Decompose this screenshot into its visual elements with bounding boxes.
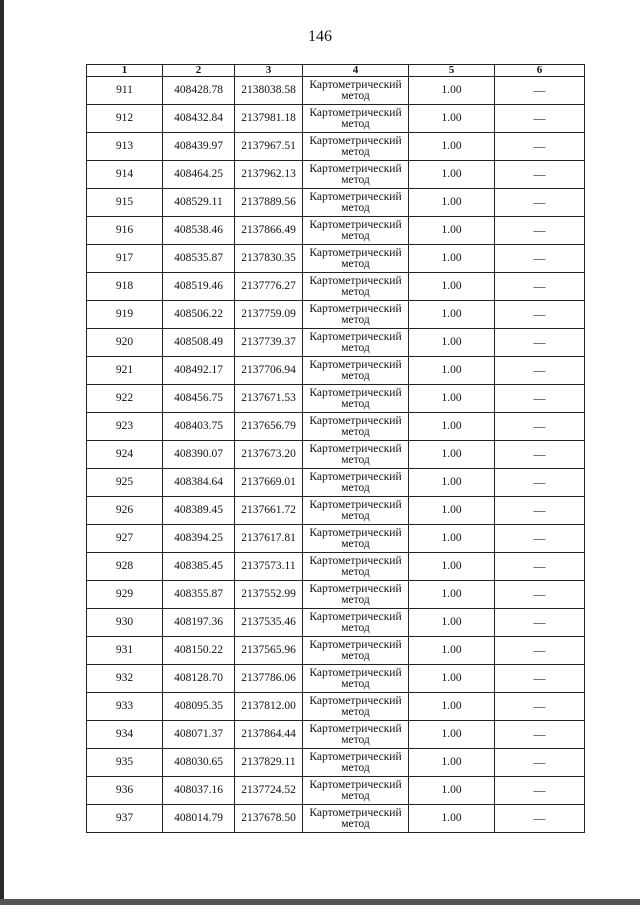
- method-cell: Картометрический метод: [303, 413, 409, 441]
- method-cell: Картометрический метод: [303, 357, 409, 385]
- accuracy-cell: 1.00: [409, 441, 495, 469]
- accuracy-cell: 1.00: [409, 385, 495, 413]
- note-cell: —: [495, 77, 585, 105]
- table-row: [87, 105, 585, 133]
- method-cell: Картометрический метод: [303, 217, 409, 245]
- x-coordinate-cell: 408197.36: [163, 609, 235, 637]
- note-cell: —: [495, 329, 585, 357]
- accuracy-cell: 1.00: [409, 777, 495, 805]
- accuracy-cell: 1.00: [409, 665, 495, 693]
- note-cell: —: [495, 441, 585, 469]
- method-cell: Картометрический метод: [303, 805, 409, 833]
- method-cell: Картометрический метод: [303, 385, 409, 413]
- x-coordinate-cell: 408492.17: [163, 357, 235, 385]
- x-coordinate-cell: 408037.16: [163, 777, 235, 805]
- table-row: [87, 665, 585, 693]
- note-cell: —: [495, 189, 585, 217]
- y-coordinate-cell: 2137759.09: [235, 301, 303, 329]
- accuracy-cell: 1.00: [409, 273, 495, 301]
- method-cell: Картометрический метод: [303, 721, 409, 749]
- method-cell: Картометрический метод: [303, 441, 409, 469]
- table-row: [87, 581, 585, 609]
- point-number-cell: 913: [87, 133, 163, 161]
- x-coordinate-cell: 408535.87: [163, 245, 235, 273]
- note-cell: —: [495, 301, 585, 329]
- point-number-cell: 934: [87, 721, 163, 749]
- y-coordinate-cell: 2137830.35: [235, 245, 303, 273]
- x-coordinate-cell: 408385.45: [163, 553, 235, 581]
- note-cell: —: [495, 161, 585, 189]
- table-row: [87, 245, 585, 273]
- table-row: [87, 385, 585, 413]
- x-coordinate-cell: 408390.07: [163, 441, 235, 469]
- table-row: [87, 413, 585, 441]
- accuracy-cell: 1.00: [409, 469, 495, 497]
- table-row: [87, 721, 585, 749]
- accuracy-cell: 1.00: [409, 217, 495, 245]
- accuracy-cell: 1.00: [409, 357, 495, 385]
- y-coordinate-cell: 2138038.58: [235, 77, 303, 105]
- y-coordinate-cell: 2137669.01: [235, 469, 303, 497]
- y-coordinate-cell: 2137661.72: [235, 497, 303, 525]
- y-coordinate-cell: 2137962.13: [235, 161, 303, 189]
- point-number-cell: 920: [87, 329, 163, 357]
- point-number-cell: 926: [87, 497, 163, 525]
- column-header-6: 6: [495, 65, 585, 77]
- table-row: [87, 553, 585, 581]
- point-number-cell: 930: [87, 609, 163, 637]
- point-number-cell: 928: [87, 553, 163, 581]
- method-cell: Картометрический метод: [303, 637, 409, 665]
- point-number-cell: 914: [87, 161, 163, 189]
- x-coordinate-cell: 408439.97: [163, 133, 235, 161]
- x-coordinate-cell: 408150.22: [163, 637, 235, 665]
- method-cell: Картометрический метод: [303, 273, 409, 301]
- note-cell: —: [495, 357, 585, 385]
- note-cell: —: [495, 805, 585, 833]
- column-header-4: 4: [303, 65, 409, 77]
- x-coordinate-cell: 408519.46: [163, 273, 235, 301]
- table-row: [87, 273, 585, 301]
- note-cell: —: [495, 637, 585, 665]
- accuracy-cell: 1.00: [409, 161, 495, 189]
- accuracy-cell: 1.00: [409, 721, 495, 749]
- column-header-1: 1: [87, 65, 163, 77]
- accuracy-cell: 1.00: [409, 105, 495, 133]
- point-number-cell: 936: [87, 777, 163, 805]
- method-cell: Картометрический метод: [303, 693, 409, 721]
- accuracy-cell: 1.00: [409, 749, 495, 777]
- y-coordinate-cell: 2137829.11: [235, 749, 303, 777]
- method-cell: Картометрический метод: [303, 581, 409, 609]
- y-coordinate-cell: 2137967.51: [235, 133, 303, 161]
- accuracy-cell: 1.00: [409, 301, 495, 329]
- x-coordinate-cell: 408403.75: [163, 413, 235, 441]
- method-cell: Картометрический метод: [303, 749, 409, 777]
- note-cell: —: [495, 777, 585, 805]
- point-number-cell: 925: [87, 469, 163, 497]
- table-row: [87, 637, 585, 665]
- note-cell: —: [495, 469, 585, 497]
- note-cell: —: [495, 693, 585, 721]
- note-cell: —: [495, 217, 585, 245]
- point-number-cell: 932: [87, 665, 163, 693]
- x-coordinate-cell: 408355.87: [163, 581, 235, 609]
- method-cell: Картометрический метод: [303, 553, 409, 581]
- table-row: [87, 805, 585, 833]
- point-number-cell: 927: [87, 525, 163, 553]
- table-row: [87, 217, 585, 245]
- point-number-cell: 918: [87, 273, 163, 301]
- y-coordinate-cell: 2137889.56: [235, 189, 303, 217]
- point-number-cell: 921: [87, 357, 163, 385]
- x-coordinate-cell: 408394.25: [163, 525, 235, 553]
- method-cell: Картометрический метод: [303, 133, 409, 161]
- y-coordinate-cell: 2137535.46: [235, 609, 303, 637]
- point-number-cell: 924: [87, 441, 163, 469]
- table-row: [87, 441, 585, 469]
- point-number-cell: 916: [87, 217, 163, 245]
- x-coordinate-cell: 408529.11: [163, 189, 235, 217]
- note-cell: —: [495, 385, 585, 413]
- x-coordinate-cell: 408095.35: [163, 693, 235, 721]
- table-row: [87, 357, 585, 385]
- point-number-cell: 922: [87, 385, 163, 413]
- method-cell: Картометрический метод: [303, 497, 409, 525]
- accuracy-cell: 1.00: [409, 693, 495, 721]
- point-number-cell: 933: [87, 693, 163, 721]
- table-row: [87, 777, 585, 805]
- method-cell: Картометрический метод: [303, 189, 409, 217]
- page-number: 146: [308, 28, 332, 45]
- y-coordinate-cell: 2137812.00: [235, 693, 303, 721]
- y-coordinate-cell: 2137617.81: [235, 525, 303, 553]
- point-number-cell: 911: [87, 77, 163, 105]
- point-number-cell: 931: [87, 637, 163, 665]
- table-row: [87, 749, 585, 777]
- method-cell: Картометрический метод: [303, 161, 409, 189]
- x-coordinate-cell: 408506.22: [163, 301, 235, 329]
- method-cell: Картометрический метод: [303, 525, 409, 553]
- table-row: [87, 329, 585, 357]
- method-cell: Картометрический метод: [303, 77, 409, 105]
- x-coordinate-cell: 408384.64: [163, 469, 235, 497]
- table-row: [87, 133, 585, 161]
- note-cell: —: [495, 749, 585, 777]
- table-row: [87, 469, 585, 497]
- method-cell: Картометрический метод: [303, 245, 409, 273]
- method-cell: Картометрический метод: [303, 665, 409, 693]
- table-row: [87, 301, 585, 329]
- x-coordinate-cell: 408538.46: [163, 217, 235, 245]
- accuracy-cell: 1.00: [409, 329, 495, 357]
- accuracy-cell: 1.00: [409, 553, 495, 581]
- accuracy-cell: 1.00: [409, 805, 495, 833]
- note-cell: —: [495, 553, 585, 581]
- note-cell: —: [495, 245, 585, 273]
- table-row: [87, 77, 585, 105]
- y-coordinate-cell: 2137739.37: [235, 329, 303, 357]
- point-number-cell: 919: [87, 301, 163, 329]
- y-coordinate-cell: 2137656.79: [235, 413, 303, 441]
- x-coordinate-cell: 408071.37: [163, 721, 235, 749]
- accuracy-cell: 1.00: [409, 525, 495, 553]
- scan-edge-left: [0, 0, 4, 905]
- accuracy-cell: 1.00: [409, 497, 495, 525]
- note-cell: —: [495, 609, 585, 637]
- column-header-2: 2: [163, 65, 235, 77]
- accuracy-cell: 1.00: [409, 245, 495, 273]
- y-coordinate-cell: 2137678.50: [235, 805, 303, 833]
- note-cell: —: [495, 105, 585, 133]
- method-cell: Картометрический метод: [303, 301, 409, 329]
- method-cell: Картометрический метод: [303, 609, 409, 637]
- y-coordinate-cell: 2137573.11: [235, 553, 303, 581]
- scan-edge-bottom: [0, 899, 640, 905]
- x-coordinate-cell: 408508.49: [163, 329, 235, 357]
- table-row: [87, 161, 585, 189]
- x-coordinate-cell: 408014.79: [163, 805, 235, 833]
- note-cell: —: [495, 497, 585, 525]
- note-cell: —: [495, 413, 585, 441]
- y-coordinate-cell: 2137724.52: [235, 777, 303, 805]
- point-number-cell: 929: [87, 581, 163, 609]
- point-number-cell: 917: [87, 245, 163, 273]
- accuracy-cell: 1.00: [409, 637, 495, 665]
- table-row: [87, 525, 585, 553]
- y-coordinate-cell: 2137864.44: [235, 721, 303, 749]
- point-number-cell: 915: [87, 189, 163, 217]
- y-coordinate-cell: 2137786.06: [235, 665, 303, 693]
- coordinates-table: [86, 64, 585, 833]
- table-row: [87, 497, 585, 525]
- accuracy-cell: 1.00: [409, 609, 495, 637]
- y-coordinate-cell: 2137565.96: [235, 637, 303, 665]
- point-number-cell: 935: [87, 749, 163, 777]
- x-coordinate-cell: 408030.65: [163, 749, 235, 777]
- note-cell: —: [495, 721, 585, 749]
- note-cell: —: [495, 665, 585, 693]
- accuracy-cell: 1.00: [409, 77, 495, 105]
- x-coordinate-cell: 408428.78: [163, 77, 235, 105]
- table-row: [87, 693, 585, 721]
- column-header-3: 3: [235, 65, 303, 77]
- note-cell: —: [495, 133, 585, 161]
- y-coordinate-cell: 2137981.18: [235, 105, 303, 133]
- point-number-cell: 937: [87, 805, 163, 833]
- method-cell: Картометрический метод: [303, 777, 409, 805]
- note-cell: —: [495, 273, 585, 301]
- x-coordinate-cell: 408456.75: [163, 385, 235, 413]
- note-cell: —: [495, 581, 585, 609]
- accuracy-cell: 1.00: [409, 413, 495, 441]
- table-row: [87, 609, 585, 637]
- x-coordinate-cell: 408432.84: [163, 105, 235, 133]
- y-coordinate-cell: 2137866.49: [235, 217, 303, 245]
- y-coordinate-cell: 2137673.20: [235, 441, 303, 469]
- column-header-5: 5: [409, 65, 495, 77]
- y-coordinate-cell: 2137776.27: [235, 273, 303, 301]
- method-cell: Картометрический метод: [303, 105, 409, 133]
- accuracy-cell: 1.00: [409, 189, 495, 217]
- x-coordinate-cell: 408128.70: [163, 665, 235, 693]
- accuracy-cell: 1.00: [409, 581, 495, 609]
- x-coordinate-cell: 408389.45: [163, 497, 235, 525]
- y-coordinate-cell: 2137552.99: [235, 581, 303, 609]
- note-cell: —: [495, 525, 585, 553]
- table-header-row: [87, 65, 585, 77]
- table-row: [87, 189, 585, 217]
- accuracy-cell: 1.00: [409, 133, 495, 161]
- y-coordinate-cell: 2137671.53: [235, 385, 303, 413]
- y-coordinate-cell: 2137706.94: [235, 357, 303, 385]
- x-coordinate-cell: 408464.25: [163, 161, 235, 189]
- point-number-cell: 923: [87, 413, 163, 441]
- method-cell: Картометрический метод: [303, 469, 409, 497]
- point-number-cell: 912: [87, 105, 163, 133]
- method-cell: Картометрический метод: [303, 329, 409, 357]
